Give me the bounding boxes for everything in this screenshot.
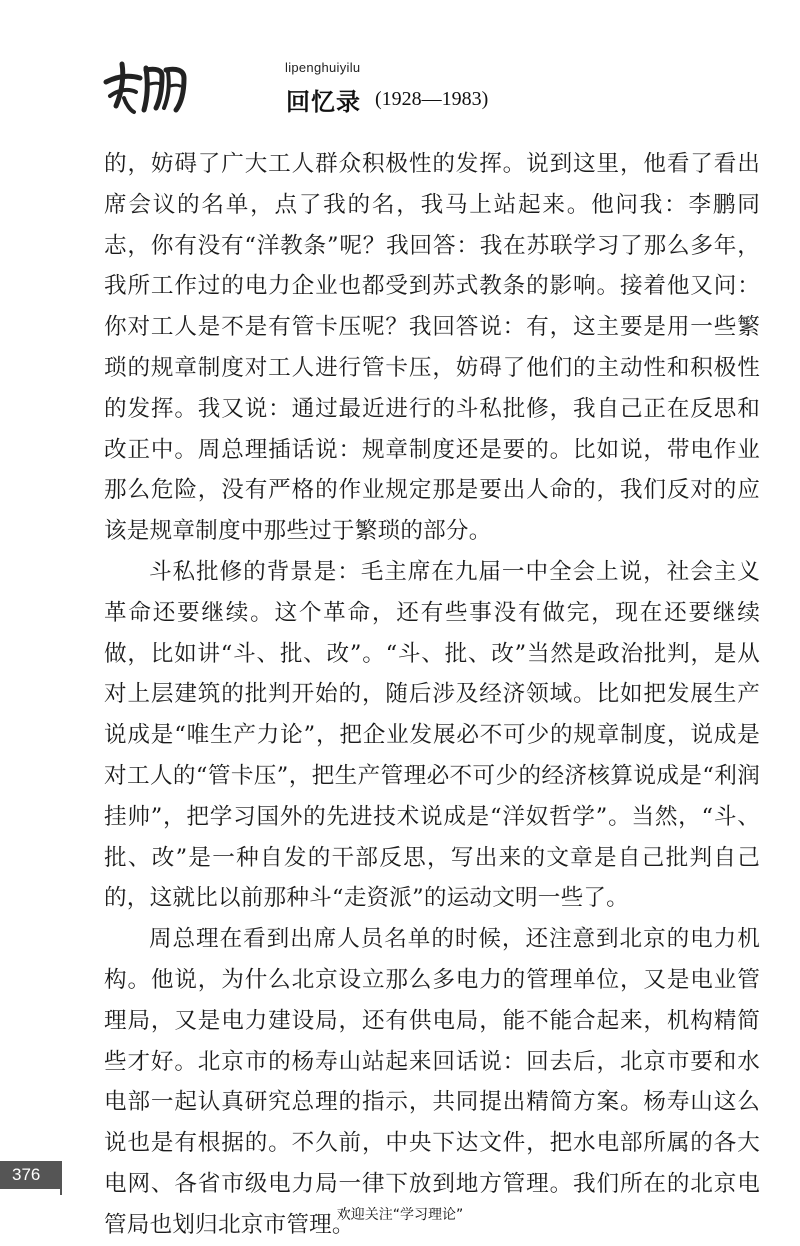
- book-title: 回忆录: [286, 87, 361, 116]
- footer-caption: 欢迎关注“学习理论”: [336, 1207, 464, 1223]
- page-number: 376: [12, 1165, 41, 1184]
- signature-calligraphy-logo: [100, 58, 190, 118]
- page-body: [104, 144, 760, 1246]
- book-years: (1928—1983): [375, 88, 489, 110]
- page-tab-divider: [60, 1161, 62, 1195]
- paragraph: 周总理在看到出席人员名单的时候，还注意到北京的电力机构。他说，为什么北京设立那么多电力的管理单位，又是电业管理局，又是电力建设局，还有供电局，能不能合起来，机构精简些才好。北京市的杨寿山站起来回话说：回去后，北京市要和水电部一起认真研究总理的指示，共同提出精简方案。杨寿山这么说也是有根据的。不久前，中央下达文件，把水电部所属的各大电网、各省市级电力局一律下放到地方管理。我们所在的北京电管局也划归北京市管理。: [104, 926, 760, 1238]
- running-header: [100, 58, 700, 118]
- paragraph: 斗私批修的背景是：毛主席在九届一中全会上说，社会主义革命还要继续。这个革命，还有些事没有做完，现在还要继续做，比如讲“斗、批、改”。“斗、批、改”当然是政治批判，是从对上层建筑的批判开始的，随后涉及经济领域。比如把发展生产说成是“唯生产力论”，把企业发展必不可少的规章制度，说成是对工人的“管卡压”，把生产管理必不可少的经济核算说成是“利润挂帅”，把学习国外的先进技术说成是“洋奴哲学”。当然，“斗、批、改”是一种自发的干部反思，写出来的文章是自己批判自己的，这就比以前那种斗“走资派”的运动文明一些了。: [104, 558, 760, 912]
- paragraph: 的，妨碍了广大工人群众积极性的发挥。说到这里，他看了看出席会议的名单，点了我的名，我马上站起来。他问我：李鹏同志，你有没有“洋教条”呢？我回答：我在苏联学习了那么多年，我所工作过的电力企业也都受到苏式教条的影响。接着他又问：你对工人是不是有管卡压呢？我回答说：有，这主要是用一些繁琐的规章制度对工人进行管卡压，妨碍了他们的主动性和积极性的发挥。我又说：通过最近进行的斗私批修，我自己正在反思和改正中。周总理插话说：规章制度还是要的。比如说，带电作业那么危险，没有严格的作业规定那是要出人命的，我们反对的应该是规章制度中那些过于繁琐的部分。: [104, 151, 760, 545]
- header-pinyin: lipenghuiyilu: [285, 60, 361, 75]
